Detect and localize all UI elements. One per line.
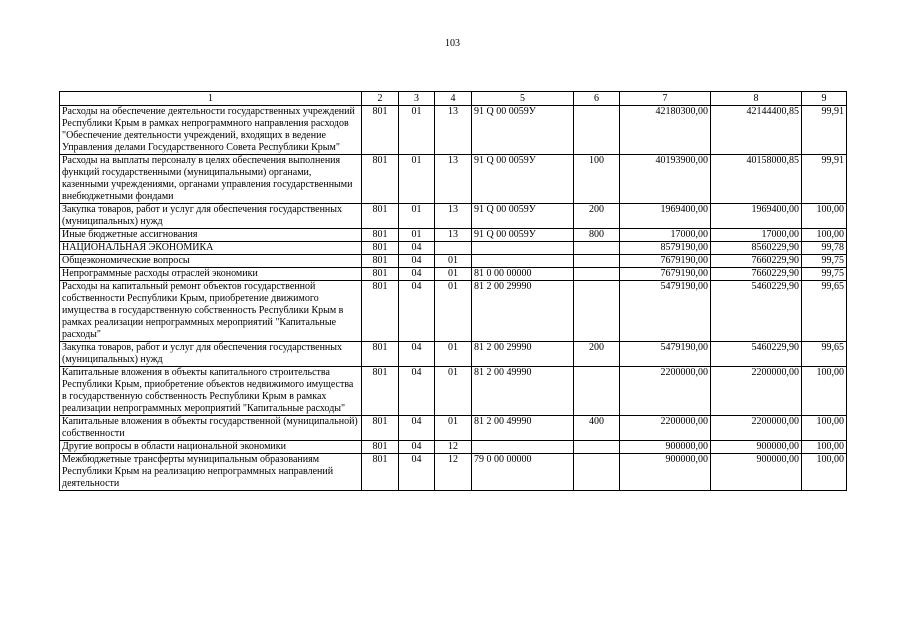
- target-article-cell: 91 Q 00 0059У: [472, 204, 574, 229]
- chapter-code-cell: 801: [362, 454, 399, 491]
- header-cell: 3: [399, 92, 435, 106]
- chapter-code-cell: 801: [362, 441, 399, 454]
- chapter-code-cell: 801: [362, 204, 399, 229]
- subsection-code-cell: [435, 242, 472, 255]
- target-article-cell: 81 0 00 00000: [472, 268, 574, 281]
- approved-amount-cell: 900000,00: [620, 454, 711, 491]
- target-article-cell: 81 2 00 29990: [472, 342, 574, 367]
- row-name-cell: Межбюджетные трансферты муниципальным образованиям Республики Крым на реализацию непрограммных направлений деятельности: [60, 454, 362, 491]
- table-row: [60, 242, 847, 255]
- chapter-code-cell: 801: [362, 255, 399, 268]
- target-article-cell: 91 Q 00 0059У: [472, 106, 574, 155]
- execution-percent-cell: 99,75: [802, 255, 847, 268]
- table-row: [60, 441, 847, 454]
- row-name-cell: Расходы на капитальный ремонт объектов государственной собственности Республики Крым, приобретение движимого имущества в государственную собственность Республики Крым в рамках реализации непрограммных мероприятий "Капитальные расходы": [60, 281, 362, 342]
- header-cell: 6: [574, 92, 620, 106]
- approved-amount-cell: 2200000,00: [620, 416, 711, 441]
- executed-amount-cell: 5460229,90: [711, 342, 802, 367]
- table-row: [60, 281, 847, 342]
- chapter-code-cell: 801: [362, 268, 399, 281]
- approved-amount-cell: 5479190,00: [620, 281, 711, 342]
- approved-amount-cell: 2200000,00: [620, 367, 711, 416]
- expense-type-cell: [574, 268, 620, 281]
- execution-percent-cell: 99,75: [802, 268, 847, 281]
- budget-execution-table: [59, 91, 847, 491]
- executed-amount-cell: 900000,00: [711, 454, 802, 491]
- target-article-cell: 81 2 00 49990: [472, 367, 574, 416]
- executed-amount-cell: 1969400,00: [711, 204, 802, 229]
- subsection-code-cell: 01: [435, 255, 472, 268]
- table-row: [60, 416, 847, 441]
- page-number: 103: [445, 38, 460, 49]
- header-cell: 1: [60, 92, 362, 106]
- header-cell: 7: [620, 92, 711, 106]
- subsection-code-cell: 01: [435, 281, 472, 342]
- section-code-cell: 04: [399, 367, 435, 416]
- subsection-code-cell: 01: [435, 268, 472, 281]
- chapter-code-cell: 801: [362, 229, 399, 242]
- execution-percent-cell: 100,00: [802, 204, 847, 229]
- section-code-cell: 04: [399, 454, 435, 491]
- expense-type-cell: 400: [574, 416, 620, 441]
- expense-type-cell: [574, 242, 620, 255]
- section-code-cell: 01: [399, 229, 435, 242]
- target-article-cell: 91 Q 00 0059У: [472, 155, 574, 204]
- header-cell: 2: [362, 92, 399, 106]
- execution-percent-cell: 99,78: [802, 242, 847, 255]
- row-name-cell: НАЦИОНАЛЬНАЯ ЭКОНОМИКА: [60, 242, 362, 255]
- row-name-cell: Другие вопросы в области национальной экономики: [60, 441, 362, 454]
- expense-type-cell: [574, 106, 620, 155]
- section-code-cell: 04: [399, 242, 435, 255]
- executed-amount-cell: 900000,00: [711, 441, 802, 454]
- expense-type-cell: 800: [574, 229, 620, 242]
- approved-amount-cell: 8579190,00: [620, 242, 711, 255]
- subsection-code-cell: 01: [435, 342, 472, 367]
- subsection-code-cell: 13: [435, 155, 472, 204]
- subsection-code-cell: 13: [435, 229, 472, 242]
- table-row: [60, 367, 847, 416]
- chapter-code-cell: 801: [362, 342, 399, 367]
- section-code-cell: 04: [399, 281, 435, 342]
- row-name-cell: Непрограммные расходы отраслей экономики: [60, 268, 362, 281]
- expense-type-cell: [574, 281, 620, 342]
- execution-percent-cell: 99,65: [802, 281, 847, 342]
- chapter-code-cell: 801: [362, 155, 399, 204]
- chapter-code-cell: 801: [362, 281, 399, 342]
- executed-amount-cell: 5460229,90: [711, 281, 802, 342]
- subsection-code-cell: 12: [435, 441, 472, 454]
- target-article-cell: 79 0 00 00000: [472, 454, 574, 491]
- header-cell: 8: [711, 92, 802, 106]
- section-code-cell: 04: [399, 255, 435, 268]
- section-code-cell: 04: [399, 342, 435, 367]
- table-row: [60, 255, 847, 268]
- section-code-cell: 04: [399, 416, 435, 441]
- target-article-cell: [472, 441, 574, 454]
- expense-type-cell: [574, 255, 620, 268]
- execution-percent-cell: 100,00: [802, 229, 847, 242]
- approved-amount-cell: 40193900,00: [620, 155, 711, 204]
- table-row: [60, 268, 847, 281]
- execution-percent-cell: 100,00: [802, 416, 847, 441]
- subsection-code-cell: 13: [435, 106, 472, 155]
- chapter-code-cell: 801: [362, 416, 399, 441]
- approved-amount-cell: 5479190,00: [620, 342, 711, 367]
- table-row: [60, 454, 847, 491]
- target-article-cell: 81 2 00 49990: [472, 416, 574, 441]
- execution-percent-cell: 99,91: [802, 106, 847, 155]
- table-row: [60, 342, 847, 367]
- row-name-cell: Закупка товаров, работ и услуг для обеспечения государственных (муниципальных) нужд: [60, 204, 362, 229]
- approved-amount-cell: 1969400,00: [620, 204, 711, 229]
- row-name-cell: Капитальные вложения в объекты капитального строительства Республики Крым, приобретение объектов недвижимого имущества в государственную собственность Республики Крым в рамках реализации непрограммных мероприятий "Капитальные расходы": [60, 367, 362, 416]
- section-code-cell: 01: [399, 106, 435, 155]
- executed-amount-cell: 17000,00: [711, 229, 802, 242]
- executed-amount-cell: 7660229,90: [711, 268, 802, 281]
- execution-percent-cell: 99,65: [802, 342, 847, 367]
- chapter-code-cell: 801: [362, 367, 399, 416]
- row-name-cell: Закупка товаров, работ и услуг для обеспечения государственных (муниципальных) нужд: [60, 342, 362, 367]
- executed-amount-cell: 40158000,85: [711, 155, 802, 204]
- approved-amount-cell: 42180300,00: [620, 106, 711, 155]
- table-row: [60, 106, 847, 155]
- chapter-code-cell: 801: [362, 106, 399, 155]
- row-name-cell: Общеэкономические вопросы: [60, 255, 362, 268]
- subsection-code-cell: 12: [435, 454, 472, 491]
- section-code-cell: 04: [399, 441, 435, 454]
- expense-type-cell: 100: [574, 155, 620, 204]
- execution-percent-cell: 100,00: [802, 454, 847, 491]
- header-cell: 9: [802, 92, 847, 106]
- expense-type-cell: [574, 441, 620, 454]
- executed-amount-cell: 2200000,00: [711, 367, 802, 416]
- execution-percent-cell: 100,00: [802, 367, 847, 416]
- header-cell: 5: [472, 92, 574, 106]
- table-row: [60, 155, 847, 204]
- row-name-cell: Расходы на обеспечение деятельности государственных учреждений Республики Крым в рамках непрограммного направления расходов "Обеспечение деятельности учреждений, входящих в ведение Управления делами Государственного Совета Республики Крым": [60, 106, 362, 155]
- table-row: [60, 204, 847, 229]
- executed-amount-cell: 8560229,90: [711, 242, 802, 255]
- target-article-cell: [472, 242, 574, 255]
- header-cell: 4: [435, 92, 472, 106]
- approved-amount-cell: 7679190,00: [620, 255, 711, 268]
- table-row: [60, 229, 847, 242]
- subsection-code-cell: 01: [435, 416, 472, 441]
- expense-type-cell: 200: [574, 204, 620, 229]
- header-row: [60, 92, 847, 106]
- executed-amount-cell: 42144400,85: [711, 106, 802, 155]
- approved-amount-cell: 17000,00: [620, 229, 711, 242]
- execution-percent-cell: 99,91: [802, 155, 847, 204]
- expense-type-cell: [574, 454, 620, 491]
- table-body: [60, 106, 847, 491]
- execution-percent-cell: 100,00: [802, 441, 847, 454]
- target-article-cell: 81 2 00 29990: [472, 281, 574, 342]
- row-name-cell: Капитальные вложения в объекты государственной (муниципальной) собственности: [60, 416, 362, 441]
- section-code-cell: 04: [399, 268, 435, 281]
- approved-amount-cell: 7679190,00: [620, 268, 711, 281]
- expense-type-cell: 200: [574, 342, 620, 367]
- row-name-cell: Иные бюджетные ассигнования: [60, 229, 362, 242]
- expense-type-cell: [574, 367, 620, 416]
- subsection-code-cell: 13: [435, 204, 472, 229]
- target-article-cell: 91 Q 00 0059У: [472, 229, 574, 242]
- subsection-code-cell: 01: [435, 367, 472, 416]
- chapter-code-cell: 801: [362, 242, 399, 255]
- executed-amount-cell: 7660229,90: [711, 255, 802, 268]
- executed-amount-cell: 2200000,00: [711, 416, 802, 441]
- approved-amount-cell: 900000,00: [620, 441, 711, 454]
- section-code-cell: 01: [399, 204, 435, 229]
- target-article-cell: [472, 255, 574, 268]
- row-name-cell: Расходы на выплаты персоналу в целях обеспечения выполнения функций государственными (муниципальными) органами, казенными учреждениями, органами управления государственными внебюджетными фондами: [60, 155, 362, 204]
- section-code-cell: 01: [399, 155, 435, 204]
